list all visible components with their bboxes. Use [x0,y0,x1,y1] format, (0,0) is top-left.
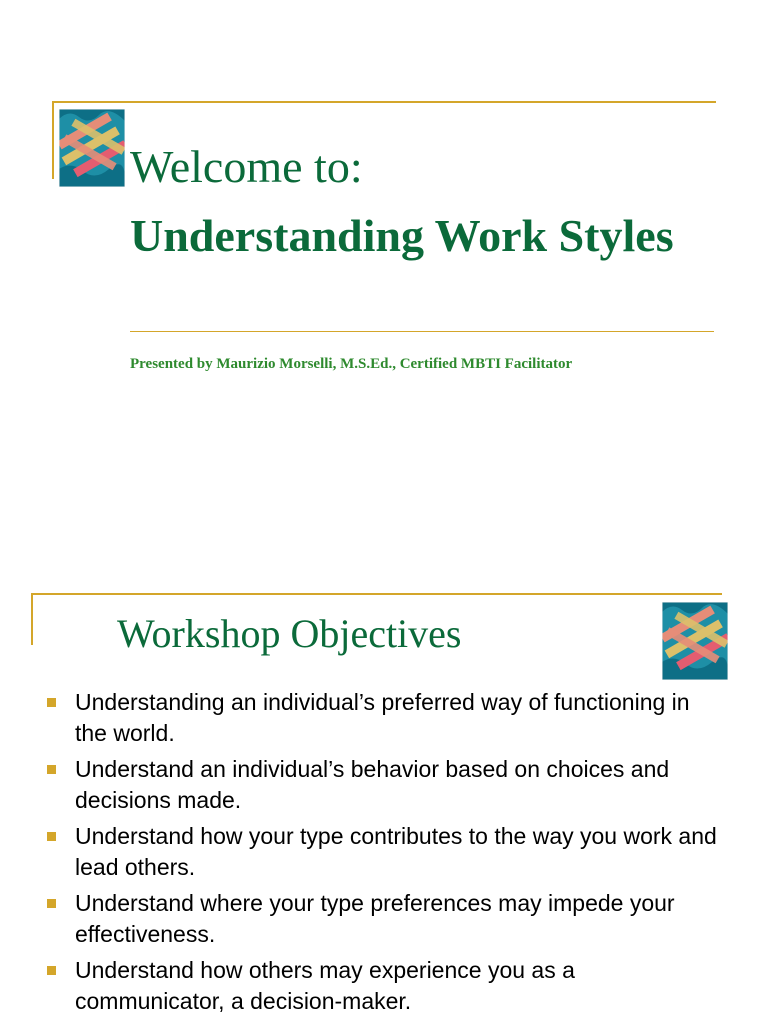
objectives-list [44,687,724,1022]
woven-quilt-logo-icon [59,109,125,187]
left-rule [31,593,33,645]
welcome-heading: Welcome to: [130,141,363,192]
square-bullet-icon [47,765,56,774]
title-underline [130,331,714,332]
list-item [44,754,724,816]
presenter-credit: Presented by Maurizio Morselli, M.S.Ed., Certified MBTI Facilitator [130,356,573,372]
left-rule [52,101,54,179]
list-item [44,955,724,1017]
list-item-text: Understand an individual’s behavior based on choices and decisions made. [75,756,670,813]
woven-quilt-logo-icon [662,602,728,680]
list-item-text: Understanding an individual’s preferred way of functioning in the world. [75,689,690,746]
list-item-text: Understand how others may experience you as a communicator, a decision-maker. [75,957,575,1014]
top-rule [52,101,716,103]
square-bullet-icon [47,832,56,841]
top-rule [31,593,722,595]
square-bullet-icon [47,966,56,975]
list-item-text: Understand where your type preferences may impede your effectiveness. [75,890,675,947]
square-bullet-icon [47,899,56,908]
slide-title: Understanding Work Styles [130,210,674,261]
slide-title: Workshop Objectives [117,611,462,656]
square-bullet-icon [47,698,56,707]
list-item-text: Understand how your type contributes to the way you work and lead others. [75,823,717,880]
list-item [44,821,724,883]
list-item [44,888,724,950]
list-item [44,687,724,749]
objectives-slide [0,560,768,1024]
